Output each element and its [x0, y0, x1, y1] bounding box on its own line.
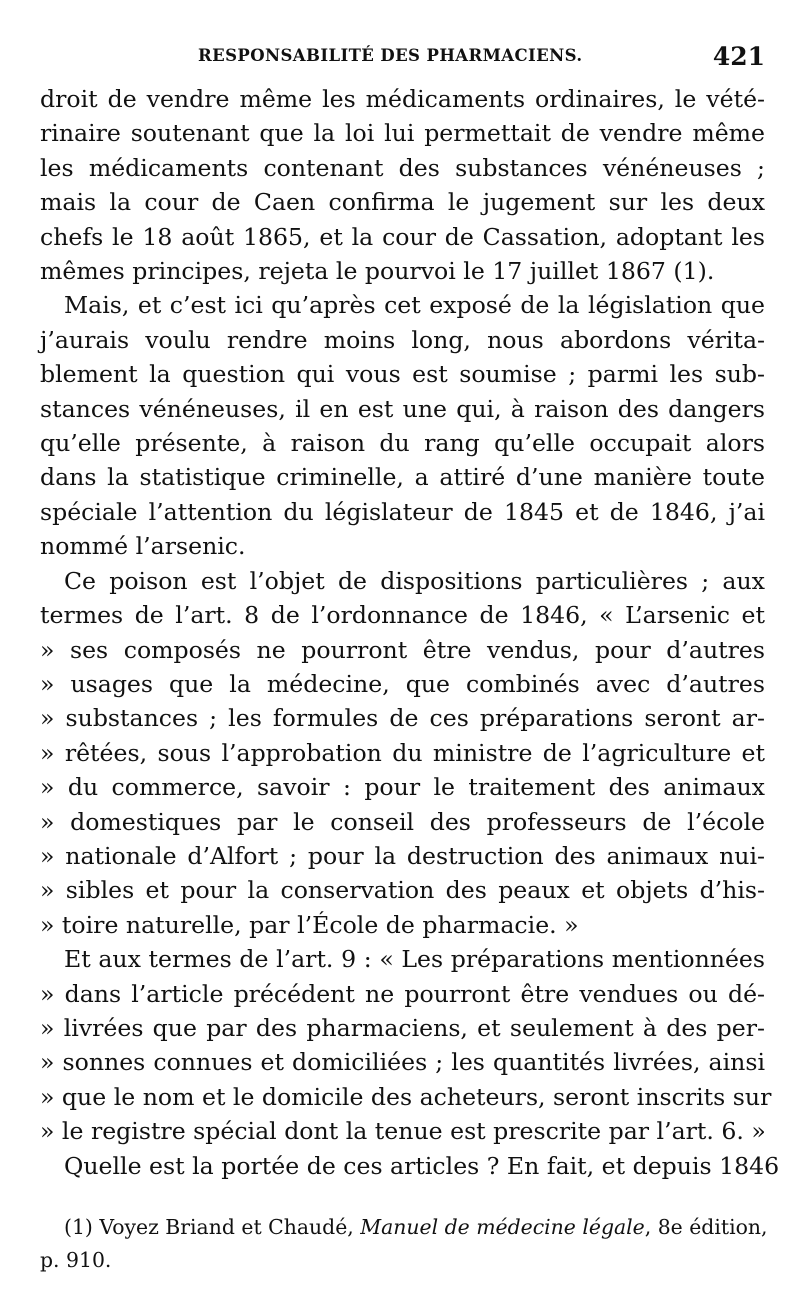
text-line: » rêtées, sous l’approbation du ministre de l’agriculture et	[40, 738, 765, 767]
text-line: mêmes principes, rejeta le pourvoi le 17 juillet 1867 (1).	[40, 257, 715, 286]
text-line: les médicaments contenant des substances vénéneuses ;	[40, 153, 765, 182]
footnote-prefix: (1) Voyez Briand et Chaudé,	[64, 1215, 361, 1239]
text-line: droit de vendre même les médicaments ordinaires, le vété-	[40, 85, 765, 113]
text-line: termes de l’art. 8 de l’ordonnance de 1846, « L’arsenic et	[40, 601, 765, 630]
page-number: 421	[712, 42, 765, 71]
paragraph-5	[40, 1149, 780, 1183]
running-title: RESPONSABILITÉ DES PHARMACIENS.	[198, 46, 583, 65]
text-line: Quelle est la portée de ces articles ? En fait, et depuis 1846	[64, 1151, 780, 1180]
text-line: » que le nom et le domicile des acheteurs, seront inscrits sur	[40, 1082, 772, 1111]
footnote-line	[40, 1211, 768, 1244]
text-line: » nationale d’Alfort ; pour la destruction des animaux nui-	[40, 841, 765, 870]
text-line: chefs le 18 août 1865, et la cour de Cassation, adoptant les	[40, 222, 765, 251]
text-line: Et aux termes de l’art. 9 : « Les préparations mentionnées	[64, 945, 765, 974]
text-line: j’aurais voulu rendre moins long, nous abordons vérita-	[40, 325, 765, 354]
text-line: spéciale l’attention du législateur de 1845 et de 1846, j’ai	[40, 497, 765, 526]
book-page	[40, 40, 780, 1277]
footnote-line: p. 910.	[40, 1248, 112, 1272]
text-line: » domestiques par le conseil des professeurs de l’école	[40, 807, 765, 836]
text-line: » sonnes connues et domiciliées ; les quantités livrées, ainsi	[40, 1048, 765, 1077]
text-line: qu’elle présente, à raison du rang qu’elle occupait alors	[40, 429, 765, 458]
text-line: » substances ; les formules de ces préparations seront ar-	[40, 704, 765, 733]
text-line: » sibles et pour la conservation des peaux et objets d’his-	[40, 876, 765, 905]
footnote	[40, 1211, 768, 1277]
text-line: » toire naturelle, par l’École de pharmacie. »	[40, 910, 579, 939]
paragraph-2	[40, 288, 765, 563]
text-line: » le registre spécial dont la tenue est prescrite par l’art. 6. »	[40, 1117, 766, 1146]
text-line: nommé l’arsenic.	[40, 532, 246, 561]
running-head	[40, 40, 765, 74]
text-line: mais la cour de Caen confirma le jugement sur les deux	[40, 188, 765, 217]
paragraph-1	[40, 82, 765, 288]
text-line: » du commerce, savoir : pour le traitement des animaux	[40, 773, 765, 802]
text-line: Mais, et c’est ici qu’après cet exposé de la législation que	[64, 291, 765, 320]
footnote-suffix: , 8e édition,	[644, 1215, 768, 1239]
footnote-book-title: Manuel de médecine légale	[360, 1215, 645, 1239]
text-line: dans la statistique criminelle, a attiré d’une manière toute	[40, 463, 765, 492]
text-line: blement la question qui vous est soumise ; parmi les sub-	[40, 360, 765, 389]
text-line: » ses composés ne pourront être vendus, pour d’autres	[40, 635, 765, 664]
text-line: » dans l’article précédent ne pourront être vendues ou dé-	[40, 979, 765, 1008]
paragraph-4	[40, 942, 772, 1148]
paragraph-3	[40, 564, 765, 942]
text-line: Ce poison est l’objet de dispositions particulières ; aux	[64, 566, 765, 595]
text-line: » livrées que par des pharmaciens, et seulement à des per-	[40, 1013, 765, 1042]
text-line: » usages que la médecine, que combinés avec d’autres	[40, 669, 765, 698]
text-line: stances vénéneuses, il en est une qui, à raison des dangers	[40, 394, 765, 423]
body-text	[40, 82, 780, 1183]
text-line: rinaire soutenant que la loi lui permettait de vendre même	[40, 119, 765, 148]
